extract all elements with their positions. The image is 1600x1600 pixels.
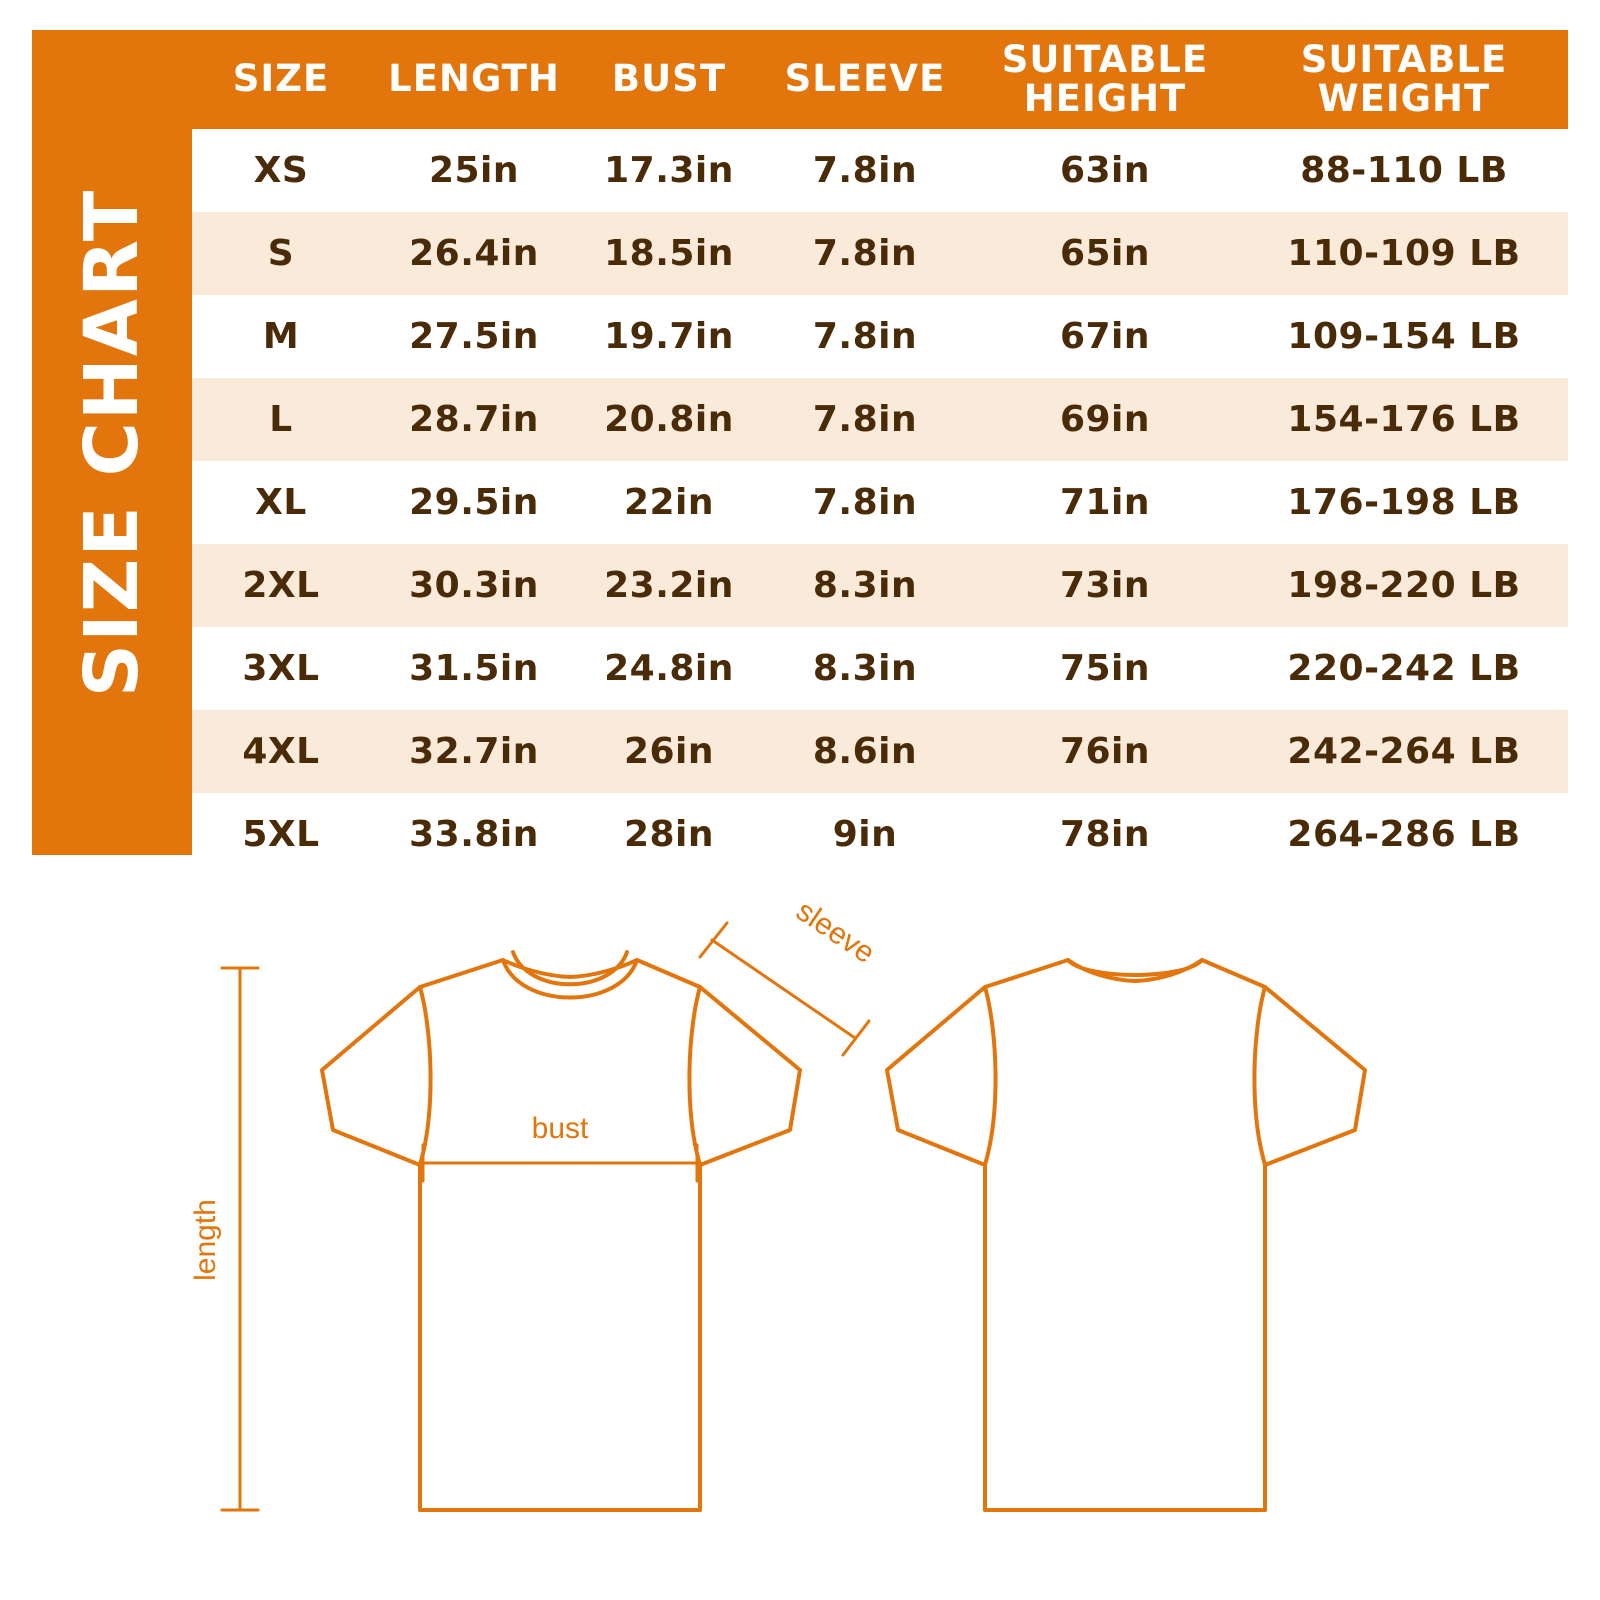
cell-height: 75in [970,627,1240,710]
cell-weight: 109-154 LB [1240,295,1568,378]
cell-bust: 18.5in [578,212,760,295]
column-header-line-1: SUITABLE [1300,37,1508,81]
cell-size: 4XL [192,710,370,793]
cell-sleeve: 7.8in [760,295,970,378]
table-row [192,378,1568,461]
cell-bust: 17.3in [578,129,760,212]
table-row [192,710,1568,793]
cell-length: 26.4in [370,212,578,295]
cell-size: 5XL [192,793,370,876]
chart-vertical-title [32,30,192,855]
cell-height: 63in [970,129,1240,212]
size-chart-table [192,30,1568,876]
column-header-line-2: WEIGHT [1317,76,1491,120]
table-row [192,627,1568,710]
cell-height: 67in [970,295,1240,378]
cell-weight: 88-110 LB [1240,129,1568,212]
cell-weight: 110-109 LB [1240,212,1568,295]
column-header-suitable-weight [1240,30,1568,129]
cell-bust: 26in [578,710,760,793]
table-row [192,544,1568,627]
cell-length: 28.7in [370,378,578,461]
cell-bust: 23.2in [578,544,760,627]
cell-height: 78in [970,793,1240,876]
column-header-sleeve: SLEEVE [784,57,946,101]
cell-length: 32.7in [370,710,578,793]
length-dimension [222,968,258,1510]
cell-weight: 264-286 LB [1240,793,1568,876]
cell-length: 33.8in [370,793,578,876]
column-header-line-2: HEIGHT [1023,76,1187,120]
cell-length: 29.5in [370,461,578,544]
column-header-length: LENGTH [388,57,560,101]
cell-sleeve: 8.3in [760,627,970,710]
cell-sleeve: 7.8in [760,461,970,544]
cell-bust: 24.8in [578,627,760,710]
cell-weight: 242-264 LB [1240,710,1568,793]
table-row [192,295,1568,378]
cell-weight: 176-198 LB [1240,461,1568,544]
cell-size: 3XL [192,627,370,710]
table-row [192,212,1568,295]
cell-size: 2XL [192,544,370,627]
column-header-line-1: SUITABLE [1001,37,1209,81]
table-row [192,129,1568,212]
cell-size: L [192,378,370,461]
cell-size: XL [192,461,370,544]
cell-height: 65in [970,212,1240,295]
cell-height: 71in [970,461,1240,544]
cell-bust: 19.7in [578,295,760,378]
sleeve-label: sleeve [790,894,881,971]
cell-size: XS [192,129,370,212]
cell-length: 27.5in [370,295,578,378]
front-tshirt-outline [322,952,800,1510]
cell-sleeve: 7.8in [760,378,970,461]
table-header-row [192,30,1568,129]
cell-length: 31.5in [370,627,578,710]
cell-sleeve: 9in [760,793,970,876]
cell-height: 73in [970,544,1240,627]
cell-weight: 220-242 LB [1240,627,1568,710]
cell-size: S [192,212,370,295]
back-tshirt-outline [887,960,1365,1510]
cell-bust: 22in [578,461,760,544]
table-row [192,793,1568,876]
page-title: SIZE CHART [69,188,156,697]
column-header-bust: BUST [611,57,727,101]
bust-dimension [423,1145,697,1181]
bust-label: bust [531,1112,589,1145]
cell-sleeve: 8.3in [760,544,970,627]
length-label: length [189,1199,222,1281]
cell-size: M [192,295,370,378]
cell-weight: 198-220 LB [1240,544,1568,627]
cell-sleeve: 7.8in [760,129,970,212]
measurement-diagram [0,880,1600,1580]
cell-length: 25in [370,129,578,212]
cell-sleeve: 8.6in [760,710,970,793]
cell-bust: 28in [578,793,760,876]
cell-weight: 154-176 LB [1240,378,1568,461]
column-header-suitable-height [970,30,1240,129]
column-header-size: SIZE [232,57,330,101]
table-row [192,461,1568,544]
cell-height: 76in [970,710,1240,793]
size-chart-panel [32,30,1568,855]
cell-height: 69in [970,378,1240,461]
cell-bust: 20.8in [578,378,760,461]
cell-sleeve: 7.8in [760,212,970,295]
cell-length: 30.3in [370,544,578,627]
